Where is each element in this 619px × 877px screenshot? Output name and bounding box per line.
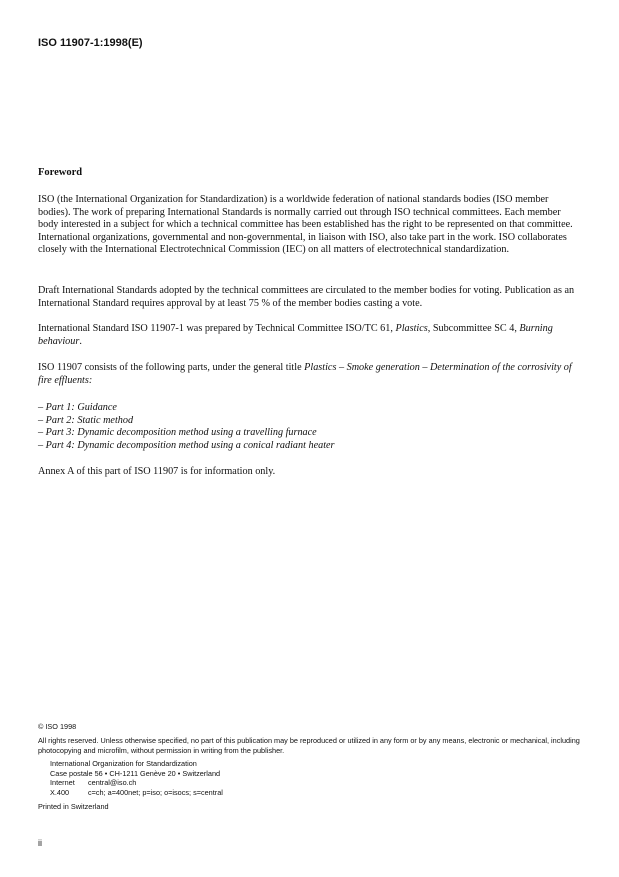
para3-text-a: International Standard ISO 11907-1 was prepared by Technical Committee ISO/TC 61, [38, 323, 396, 334]
part-3-label: – Part 3: Dynamic decomposition method using a travelling furnace [38, 427, 317, 439]
para3-italic-plastics: Plastics [395, 323, 428, 334]
foreword-heading: Foreword [38, 167, 83, 178]
x400-row [50, 788, 223, 798]
internet-label: Internet [50, 778, 75, 788]
para3-italic-burning: Burning behaviour [38, 323, 553, 347]
x400-label: X.400 [50, 787, 70, 797]
part-4-label: – Part 4: Dynamic decomposition method using a conical radiant heater [38, 439, 335, 451]
para3-text-c: , Subcommittee SC 4, [427, 323, 520, 334]
foreword-paragraph-4 [38, 362, 583, 387]
page-number: ii [38, 838, 42, 848]
part-2-label: – Part 2: Static method [38, 414, 134, 426]
list-item [38, 427, 335, 440]
foreword-paragraph-1: ISO (the International Organization for Standardization) is a worldwide federation of national standards bodies (ISO member bodies). The work of preparing International Standards is normally carried out through ISO technical committees. Each member body interested in a subject for which a technical committee has been established has the right to be represented on that committee. International organizations, governmental and non-governmental, in liaison with ISO, also take part in the work. ISO collaborates closely with the International Electrotechnical Commission (IEC) on all matters of electrotechnical standardization. [38, 194, 573, 256]
parts-list [38, 402, 335, 452]
copyright-notice: © ISO 1998 [38, 722, 77, 731]
printed-in: Printed in Switzerland [38, 802, 109, 811]
foreword-paragraph-2: Draft International Standards adopted by the technical committees are circulated to the member bodies for voting. Publication as an International Standard requires approval by at least 75 % of the member bodies casting a vote. [38, 285, 575, 309]
list-item [38, 415, 335, 428]
foreword-paragraph-3 [38, 323, 583, 348]
para3-text-e: . [79, 335, 82, 347]
internet-value: central@iso.ch [88, 778, 137, 788]
x400-value: c=ch; a=400net; p=iso; o=isocs; s=central [88, 787, 223, 797]
para4-text: ISO 11907 consists of the following parts, under the general title [38, 362, 305, 373]
org-name: International Organization for Standardization [50, 759, 197, 768]
organization-address [50, 759, 223, 797]
internet-row [50, 778, 223, 788]
foreword-paragraph-5: Annex A of this part of ISO 11907 is for information only. [38, 466, 276, 477]
list-item [38, 402, 335, 415]
para4-general-title: Plastics – Smoke generation – Determination of the corrosivity of fire effluents: [38, 362, 572, 386]
org-postal-address: Case postale 56 • CH-1211 Genève 20 • Switzerland [50, 768, 221, 778]
document-id: ISO 11907-1:1998(E) [38, 37, 143, 49]
list-item [38, 440, 335, 453]
rights-statement: All rights reserved. Unless otherwise specified, no part of this publication may be reproduced or utilized in any form or by any means, electronic or mechanical, including photocopying and microfilm, without permission in writing from the publisher. [38, 736, 580, 755]
part-1-label: – Part 1: Guidance [38, 402, 117, 413]
